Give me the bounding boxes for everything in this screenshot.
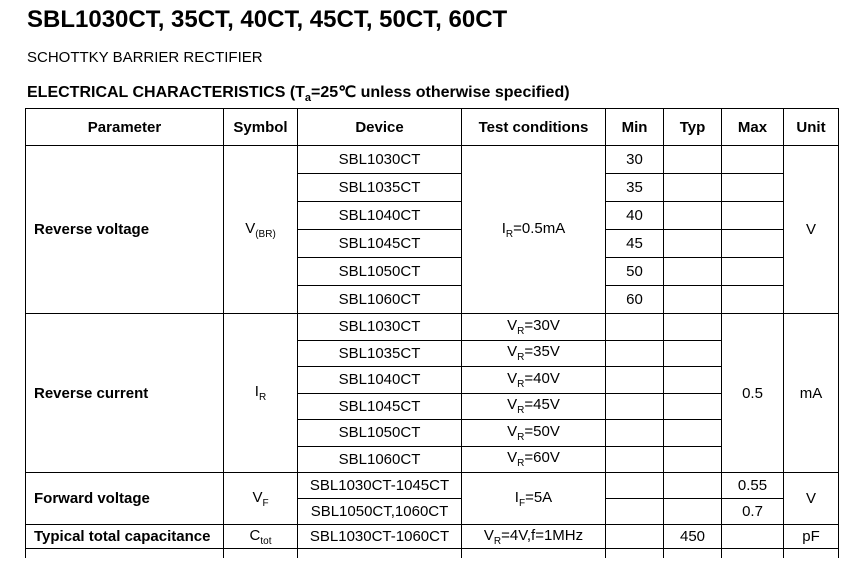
symbol-cell [224, 473, 298, 525]
table-row [26, 525, 839, 549]
unit-cell: V [784, 473, 839, 525]
cut-off-cell [462, 549, 606, 558]
min-cell [606, 525, 664, 549]
tc-base: I [514, 488, 519, 506]
unit-cell: mA [784, 314, 839, 473]
min-cell [606, 367, 664, 394]
device-cell: SBL1030CT-1060CT [298, 525, 462, 549]
device-cell: SBL1035CT [298, 340, 462, 367]
max-cell [722, 286, 784, 314]
characteristics-table [25, 108, 839, 558]
min-cell [606, 446, 664, 473]
parameter-cell: Reverse voltage [26, 146, 224, 314]
typ-cell [664, 174, 722, 202]
test-condition-cell [462, 473, 606, 525]
max-cell [722, 525, 784, 549]
tc-value: =35V [524, 343, 560, 361]
cut-off-cell [224, 549, 298, 558]
typ-cell [664, 499, 722, 525]
tc-subscript: R [517, 431, 525, 443]
test-condition-cell [462, 314, 606, 341]
symbol-cell [224, 146, 298, 314]
test-condition-cell [462, 340, 606, 367]
max-cell [722, 202, 784, 230]
device-cell: SBL1050CT [298, 258, 462, 286]
tc-base: V [507, 396, 518, 414]
tc-subscript: R [517, 458, 525, 470]
min-cell: 50 [606, 258, 664, 286]
min-cell [606, 340, 664, 367]
tc-base: V [507, 316, 518, 334]
typ-cell [664, 314, 722, 341]
col-header-test-conditions: Test conditions [462, 109, 606, 146]
tc-value: =5A [525, 488, 553, 506]
tc-base: V [507, 343, 518, 361]
device-cell: SBL1060CT [298, 286, 462, 314]
tc-base: V [483, 526, 494, 544]
min-cell [606, 393, 664, 420]
tc-value: =4V,f=1MHz [501, 526, 584, 544]
symbol-base: I [254, 383, 259, 400]
device-cell: SBL1050CT [298, 420, 462, 447]
symbol-cell [224, 525, 298, 549]
tc-value: =30V [524, 316, 560, 334]
max-cell [722, 230, 784, 258]
test-condition-cell [462, 393, 606, 420]
cut-off-cell [26, 549, 224, 558]
section-heading-text-post: =25℃ unless otherwise specified) [311, 84, 570, 101]
section-heading-subscript: a [304, 92, 312, 105]
min-cell: 60 [606, 286, 664, 314]
test-condition-cell [462, 446, 606, 473]
table-row [26, 314, 839, 341]
cut-off-cell [298, 549, 462, 558]
table-row [26, 146, 839, 174]
table-header-row [26, 109, 839, 146]
cut-off-cell [606, 549, 664, 558]
tc-subscript: R [517, 378, 525, 390]
symbol-subscript: F [262, 497, 269, 509]
symbol-base: V [245, 219, 256, 237]
max-cell [722, 174, 784, 202]
typ-cell [664, 393, 722, 420]
tc-base: V [507, 449, 518, 467]
device-cell: SBL1030CT [298, 314, 462, 341]
page-title: SBL1030CT, 35CT, 40CT, 45CT, 50CT, 60CT [27, 6, 508, 33]
typ-cell [664, 446, 722, 473]
table-row [26, 473, 839, 499]
cut-off-cell [722, 549, 784, 558]
tc-base: V [507, 369, 518, 387]
typ-cell [664, 420, 722, 447]
symbol-base: V [252, 488, 263, 506]
tc-subscript: R [493, 535, 502, 547]
typ-cell [664, 367, 722, 394]
device-cell: SBL1050CT,1060CT [298, 499, 462, 525]
col-header-unit: Unit [784, 109, 839, 146]
min-cell [606, 473, 664, 499]
min-cell [606, 420, 664, 447]
max-cell: 0.55 [722, 473, 784, 499]
device-cell: SBL1045CT [298, 230, 462, 258]
device-cell: SBL1040CT [298, 202, 462, 230]
parameter-cell: Typical total capacitance [26, 525, 224, 549]
device-cell: SBL1045CT [298, 393, 462, 420]
tc-base: V [507, 422, 518, 440]
typ-cell [664, 286, 722, 314]
parameter-cell: Forward voltage [26, 473, 224, 525]
device-cell: SBL1030CT-1045CT [298, 473, 462, 499]
tc-value: =45V [524, 396, 560, 414]
typ-cell: 450 [664, 525, 722, 549]
typ-cell [664, 340, 722, 367]
section-heading [27, 82, 570, 104]
tc-subscript: F [518, 497, 526, 509]
tc-subscript: R [505, 228, 514, 240]
typ-cell [664, 473, 722, 499]
col-header-device: Device [298, 109, 462, 146]
symbol-subscript: R [258, 392, 267, 403]
typ-cell [664, 146, 722, 174]
page-subtitle: SCHOTTKY BARRIER RECTIFIER [27, 49, 263, 66]
min-cell: 40 [606, 202, 664, 230]
tc-subscript: R [517, 352, 525, 364]
min-cell: 30 [606, 146, 664, 174]
max-cell [722, 258, 784, 286]
test-condition-cell [462, 525, 606, 549]
cut-off-cell [784, 549, 839, 558]
typ-cell [664, 230, 722, 258]
test-condition-cell [462, 420, 606, 447]
section-heading-text: ELECTRICAL CHARACTERISTICS (T [27, 84, 305, 101]
min-cell: 45 [606, 230, 664, 258]
symbol-base: C [249, 526, 261, 544]
device-cell: SBL1030CT [298, 146, 462, 174]
tc-subscript: R [517, 405, 525, 417]
col-header-min: Min [606, 109, 664, 146]
tc-base: I [501, 219, 506, 237]
parameter-cell: Reverse current [26, 314, 224, 473]
tc-value: =0.5mA [513, 219, 566, 237]
col-header-typ: Typ [664, 109, 722, 146]
typ-cell [664, 258, 722, 286]
symbol-subscript: tot [260, 535, 272, 547]
unit-cell: V [784, 146, 839, 314]
typ-cell [664, 202, 722, 230]
symbol-subscript: (BR) [255, 228, 276, 240]
tc-value: =40V [524, 369, 560, 387]
max-cell: 0.5 [722, 314, 784, 473]
device-cell: SBL1060CT [298, 446, 462, 473]
device-cell: SBL1040CT [298, 367, 462, 394]
col-header-symbol: Symbol [224, 109, 298, 146]
max-cell: 0.7 [722, 499, 784, 525]
symbol-cell [224, 314, 298, 473]
min-cell: 35 [606, 174, 664, 202]
device-cell: SBL1035CT [298, 174, 462, 202]
tc-subscript: R [517, 325, 525, 337]
col-header-max: Max [722, 109, 784, 146]
table-cut-off-row [26, 549, 839, 558]
col-header-parameter: Parameter [26, 109, 224, 146]
tc-value: =50V [524, 422, 560, 440]
min-cell [606, 314, 664, 341]
test-condition-cell [462, 146, 606, 314]
max-cell [722, 146, 784, 174]
test-condition-cell [462, 367, 606, 394]
tc-value: =60V [524, 449, 560, 467]
cut-off-cell [664, 549, 722, 558]
unit-cell: pF [784, 525, 839, 549]
min-cell [606, 499, 664, 525]
